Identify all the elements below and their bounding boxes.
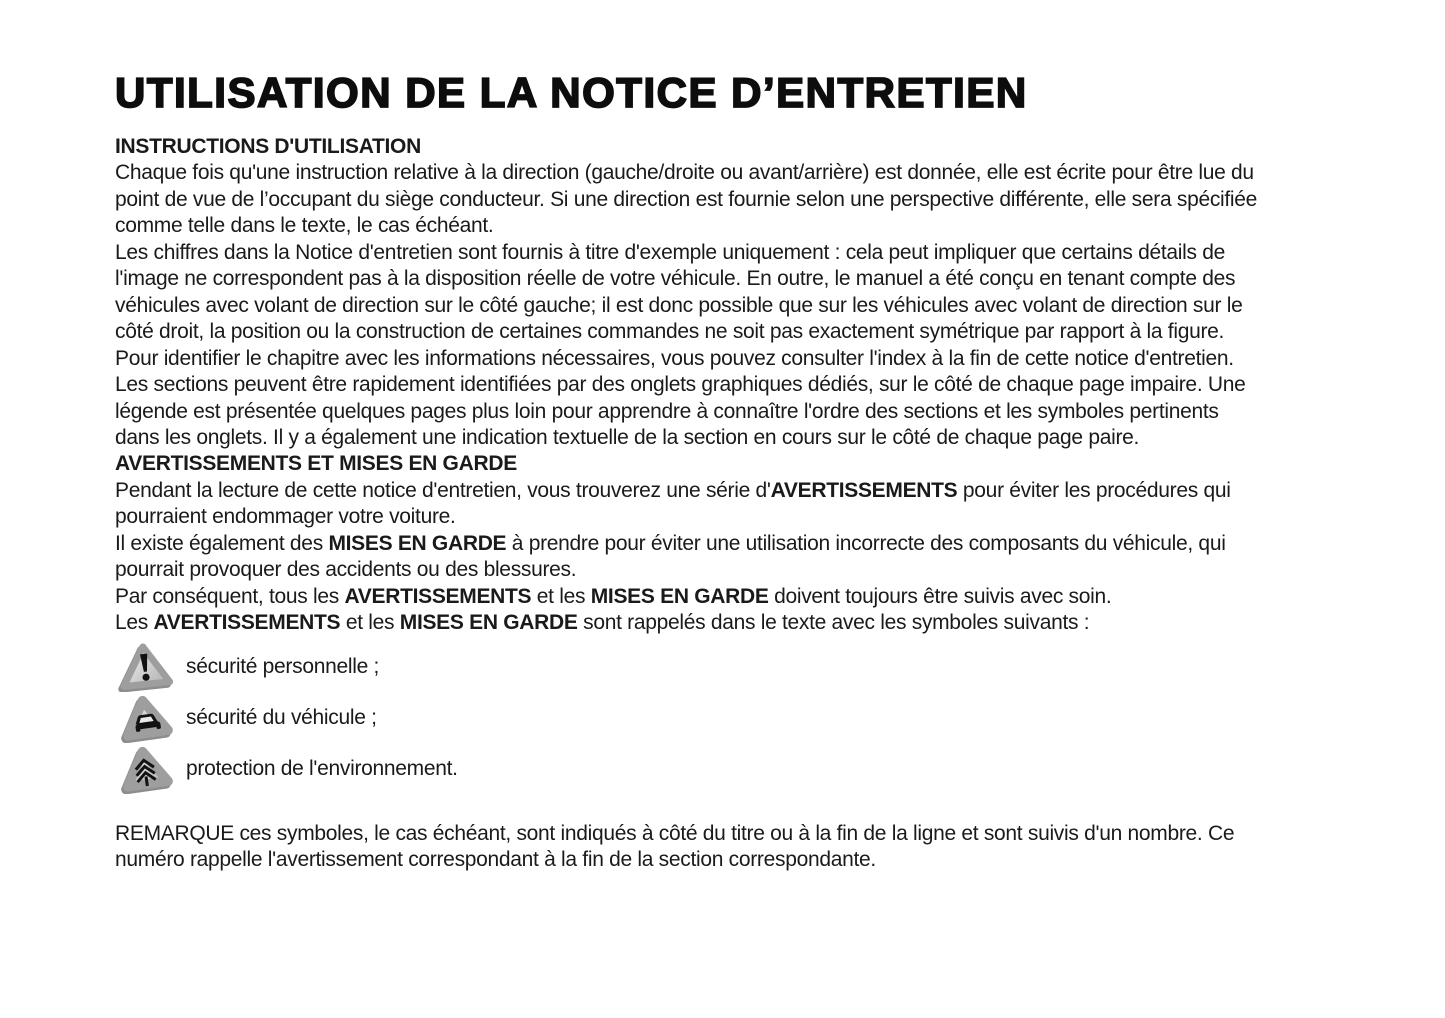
symbol-label: protection de l'environnement. bbox=[186, 757, 458, 781]
text-segment: sont rappelés dans le texte avec les symboles suivants : bbox=[577, 611, 1090, 635]
symbol-label: sécurité personnelle ; bbox=[186, 655, 380, 679]
text-line: véhicules avec volant de direction sur le côté gauche; il est donc possible que sur les véhicules avec volant de direction sur le bbox=[115, 293, 1243, 317]
symbol-row bbox=[115, 642, 1445, 693]
text-line bbox=[115, 610, 1445, 636]
text-segment: pourraient endommager votre voiture. bbox=[115, 505, 456, 529]
text-segment: pourrait provoquer des accidents ou des blessures. bbox=[115, 558, 577, 582]
text-line: dans les onglets. Il y a également une indication textuelle de la section en cours sur le côté de chaque page paire. bbox=[115, 425, 1140, 449]
text-segment: MISES EN GARDE bbox=[328, 531, 507, 555]
text-line bbox=[115, 584, 1445, 610]
text-line: comme telle dans le texte, le cas échéant. bbox=[115, 214, 494, 238]
vehicle-safety-warning-icon bbox=[115, 693, 173, 743]
text-segment: Les bbox=[115, 611, 154, 635]
text-line: l'image ne correspondent pas à la disposition réelle de votre véhicule. En outre, le manuel a été conçu en tenant compte des bbox=[115, 267, 1236, 291]
section-heading-warnings: AVERTISSEMENTS ET MISES EN GARDE bbox=[115, 452, 517, 476]
text-segment: MISES EN GARDE bbox=[590, 584, 769, 608]
text-line: point de vue de l’occupant du siège conducteur. Si une direction est fournie selon une perspective différente, elle sera spécifiée bbox=[115, 187, 1258, 211]
note-paragraph bbox=[115, 821, 1445, 874]
symbol-row bbox=[115, 744, 1445, 795]
warning-symbols-legend bbox=[115, 642, 1445, 795]
text-line bbox=[115, 478, 1445, 504]
personal-safety-warning-icon bbox=[115, 642, 173, 692]
text-line: Chaque fois qu'une instruction relative à la direction (gauche/droite ou avant/arrière) est donnée, elle est écrite pour être lue du bbox=[115, 161, 1254, 185]
section-heading-instructions: INSTRUCTIONS D'UTILISATION bbox=[115, 135, 421, 158]
text-line: Les chiffres dans la Notice d'entretien sont fournis à titre d'exemple uniquement : cela peut impliquer que certains détails de bbox=[115, 240, 1226, 264]
text-segment: et les bbox=[531, 584, 591, 608]
text-segment: doivent toujours être suivis avec soin. bbox=[768, 584, 1112, 608]
text-line bbox=[115, 557, 1445, 583]
text-segment: Il existe également des bbox=[115, 531, 329, 555]
text-line: côté droit, la position ou la construction de certaines commandes ne soit pas exactement symétrique par rapport à la figure. bbox=[115, 320, 1225, 344]
body-text bbox=[115, 134, 1445, 637]
text-segment: AVERTISSEMENTS bbox=[344, 584, 532, 608]
text-segment: Pendant la lecture de cette notice d'entretien, vous trouverez une série d' bbox=[115, 478, 771, 502]
symbol-row bbox=[115, 693, 1445, 744]
text-segment: pour éviter les procédures qui bbox=[957, 478, 1231, 502]
text-line: Pour identifier le chapitre avec les informations nécessaires, vous pouvez consulter l'index à la fin de cette notice d'entretien. bbox=[115, 346, 1234, 370]
text-line: légende est présentée quelques pages plus loin pour apprendre à connaître l'ordre des sections et les symboles pertinents bbox=[115, 399, 1219, 423]
text-line: numéro rappelle l'avertissement correspondant à la fin de la section correspondante. bbox=[115, 848, 876, 872]
symbol-label: sécurité du véhicule ; bbox=[186, 706, 377, 730]
text-segment: Par conséquent, tous les bbox=[115, 584, 345, 608]
text-line bbox=[115, 504, 1445, 530]
text-line bbox=[115, 531, 1445, 557]
text-segment: et les bbox=[340, 611, 400, 635]
page-title: UTILISATION DE LA NOTICE D’ENTRETIEN bbox=[115, 69, 1028, 116]
text-segment: MISES EN GARDE bbox=[399, 611, 578, 635]
text-segment: AVERTISSEMENTS bbox=[153, 611, 341, 635]
text-line: Les sections peuvent être rapidement identifiées par des onglets graphiques dédiés, sur le côté de chaque page impaire. Une bbox=[115, 373, 1246, 397]
text-segment: AVERTISSEMENTS bbox=[770, 478, 958, 502]
text-line: REMARQUE ces symboles, le cas échéant, sont indiqués à côté du titre ou à la fin de la ligne et sont suivis d'un nombre. Ce bbox=[115, 821, 1235, 845]
text-segment: à prendre pour éviter une utilisation incorrecte des composants du véhicule, qui bbox=[506, 531, 1226, 555]
environment-protection-icon bbox=[115, 744, 173, 794]
